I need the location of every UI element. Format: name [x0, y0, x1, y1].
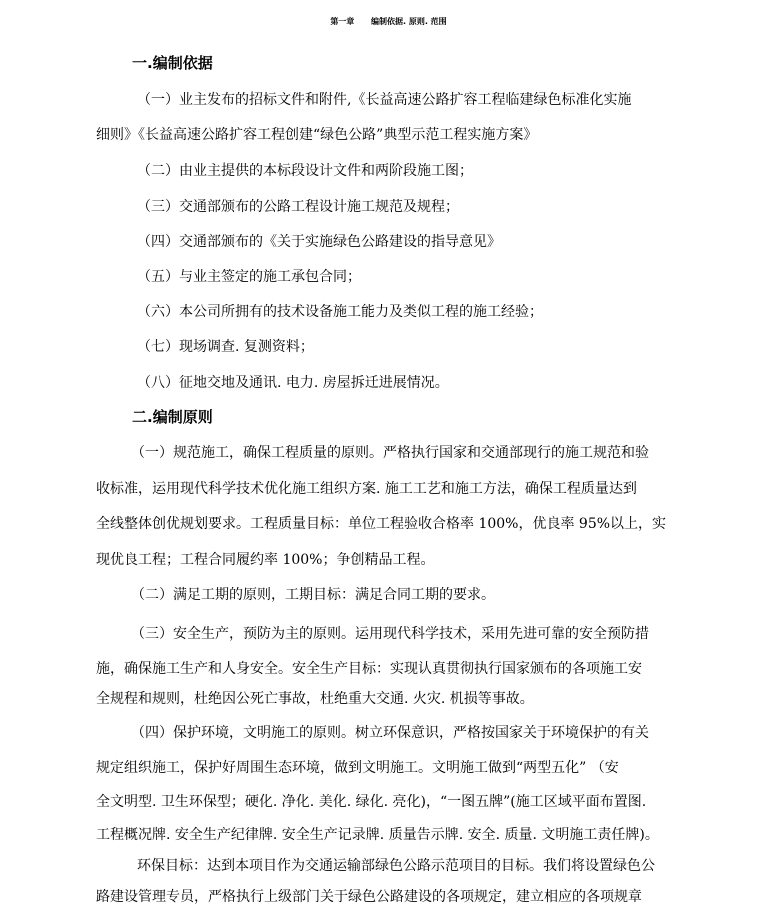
principle-1-line-4: 现优良工程；工程合同履约率 100%；争创精品工程。: [96, 552, 435, 568]
basis-item-5: （五）与业主签定的施工承包合同；: [137, 269, 361, 285]
principle-1-line-3: 全线整体创优规划要求。工程质量目标：单位工程验收合格率 100%，优良率 95%以上，实: [96, 516, 667, 532]
basis-item-4: （四）交通部颁布的《关于实施绿色公路建设的指导意见》: [137, 234, 501, 250]
principle-4-line-3: 全文明型. 卫生环保型；硬化. 净化. 美化. 绿化. 亮化)，“一图五牌”(施工区域平面布置图.: [96, 794, 647, 810]
basis-item-6: （六）本公司所拥有的技术设备施工能力及类似工程的施工经验；: [137, 304, 543, 320]
principle-3-line-3: 全规程和规则，杜绝因公死亡事故，杜绝重大交通. 火灾. 机损等事故。: [96, 691, 534, 707]
chapter-title: 第一章 编制依据. 原则. 范围: [330, 17, 447, 26]
basis-item-1-line-2: 细则》《长益高速公路扩容工程创建“绿色公路”典型示范工程实施方案》: [96, 127, 538, 143]
basis-item-2: （二）由业主提供的本标段设计文件和两阶段施工图；: [137, 163, 473, 179]
env-goal-line-1: 环保目标：达到本项目作为交通运输部绿色公路示范项目的目标。我们将设置绿色公: [137, 858, 655, 874]
basis-item-7: （七）现场调查. 复测资料；: [137, 339, 314, 355]
basis-item-1-line-1: （一）业主发布的招标文件和附件,《长益高速公路扩容工程临建绿色标准化实施: [137, 92, 632, 108]
section-heading-basis: 一.编制依据: [132, 54, 213, 72]
basis-item-3: （三）交通部颁布的公路工程设计施工规范及规程；: [137, 199, 459, 215]
section-heading-principles: 二.编制原则: [132, 408, 213, 426]
principle-4-line-4: 工程概况牌. 安全生产纪律牌. 安全生产记录牌. 质量告示牌. 安全. 质量. 文明施工责任牌)。: [96, 827, 659, 843]
basis-item-8: （八）征地交地及通讯. 电力. 房屋拆迁进展情况。: [137, 375, 449, 391]
env-goal-line-2: 路建设管理专员，严格执行上级部门关于绿色公路建设的各项规定，建立相应的各项规章: [96, 889, 642, 905]
principle-1-line-1: （一）规范施工，确保工程质量的原则。严格执行国家和交通部现行的施工规范和验: [131, 445, 649, 461]
principle-3-line-2: 施，确保施工生产和人身安全。安全生产目标：实现认真贯彻执行国家颁布的各项施工安: [96, 661, 642, 677]
principle-1-line-2: 收标准，运用现代科学技术优化施工组织方案. 施工工艺和施工方法，确保工程质量达到: [96, 481, 637, 497]
principle-4-line-1: （四）保护环境，文明施工的原则。树立环保意识，严格按国家关于环境保护的有关: [131, 725, 649, 741]
principle-3-line-1: （三）安全生产，预防为主的原则。运用现代科学技术，采用先进可靠的安全预防措: [131, 626, 649, 642]
principle-4-line-2: 规定组织施工，保护好周围生态环境，做到文明施工。文明施工做到“两型五化” （安: [96, 760, 619, 776]
principle-2-line-1: （二）满足工期的原则，工期目标：满足合同工期的要求。: [131, 587, 495, 603]
